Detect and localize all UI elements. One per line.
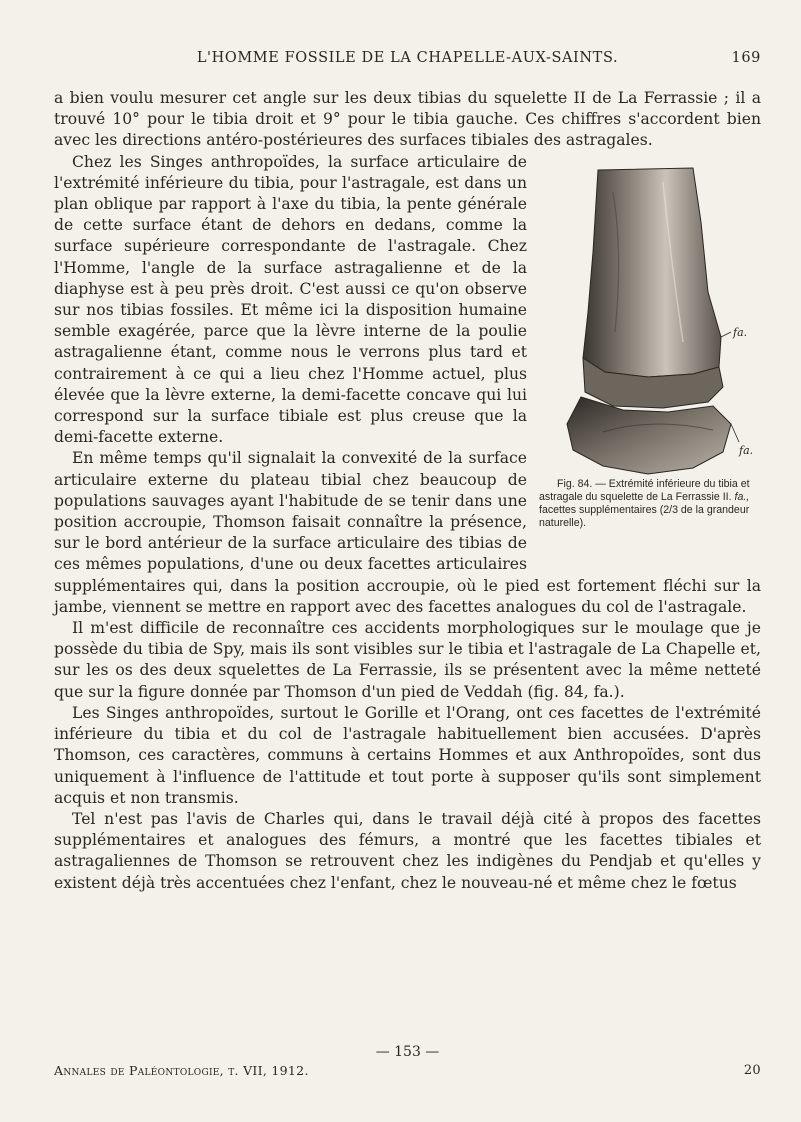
caption-abbrev: fa., [734, 490, 750, 503]
paragraph: Tel n'est pas l'avis de Charles qui, dans le travail déjà cité à propos des facettes supplémentaires et analogues des fémurs, a montré que les facettes tibiales et astragaliennes de Thomson se retrouvent chez les indigènes du Pendjab et qu'elles y existent déjà très accentuées chez l'enfant, chez le nouveau-né et même chez le fœtus [54, 809, 761, 892]
footer [54, 1063, 761, 1078]
page [54, 0, 761, 1122]
paragraph: a bien voulu mesurer cet angle sur les deux tibias du squelette II de La Ferrassie ; il a trouvé 10° pour le tibia droit et 9° pour le tibia gauche. Ces chiffres s'accordent bien avec les directions antéro-postérieures des surfaces tibiales des astragales. [54, 89, 761, 150]
paragraph-text: Chez les Singes anthropoïdes, la surface articulaire de l'extrémité inférieure du tibia, pour l'astragale, est dans un plan oblique par rapport à l'axe du tibia, la pente générale de cette surface étant de dehors en dedans, comme la surface supérieure correspondante de l'astragale. Chez l'Homme, l'angle de la surface astragalienne et de la diaphyse est à peu près droit. C'est aussi ce qu'on observe sur nos tibias fossiles. Et même ici la disposition humaine semble exagérée, parce que la lèvre interne de la poulie astragalienne étant, comme nous le verrons plus tard et contrairement à ce qui a lieu chez l'Homme actuel, plus élevée que la lèvre externe, la demi-facette concave qui lui correspond sur la surface tibiale est plus creuse que la demi-facette externe. [54, 152, 527, 447]
caption-suffix: facettes supplémentaires (2/3 de la grandeur naturelle). [539, 503, 750, 529]
tibia-astragalus-illustration [543, 162, 753, 484]
paragraph [54, 152, 761, 529]
running-title: L'HOMME FOSSILE DE LA CHAPELLE-AUX-SAINTS. [196, 50, 619, 66]
folio-marker: — 153 — [375, 1044, 440, 1060]
figure-caption [539, 478, 761, 530]
paragraph: Les Singes anthropoïdes, surtout le Gorille et l'Orang, ont ces facettes de l'extrémité inférieure du tibia et du col de l'astragale habituellement bien accusées. D'après Thomson, ces caractères, communs à certains Hommes et aux Anthropoïdes, sont dus uniquement à l'influence de l'attitude et tout porte à supposer qu'ils sont simplement acquis et non transmis. [54, 703, 761, 807]
signature-mark: 20 [743, 1063, 761, 1078]
paragraph: En même temps qu'il signalait la convexité de la surface articulaire externe du plateau tibial chez beaucoup de populations sauvages ayant l'habitude de se tenir dans une position accroupie, Thomson faisait connaître la présence, sur le bord antérieur de la surface articulaire des tibias de ces mêmes populations, d'une ou deux facettes articulaires supplémentaires qui, dans la position accroupie, où le pied est fortement fléchi sur la jambe, viennent se mettre en rapport avec des facettes analogues du col de l'astragale. [54, 449, 761, 616]
paragraph: Il m'est difficile de reconnaître ces accidents morphologiques sur le moulage que je possède du tibia de Spy, mais ils sont visibles sur le tibia et l'astragale de La Chapelle et, sur les os des deux squelettes de La Ferrassie, ils se présentent avec la même netteté que sur la figure donnée par Thomson d'un pied de Veddah (fig. 84, fa.). [54, 619, 761, 701]
facet-label-lower: fa. [739, 443, 753, 457]
caption-prefix: Fig. 84. — Extrémité inférieure du tibia et astragale du squelette de La Ferrassie II. [539, 477, 750, 503]
body-text [54, 88, 761, 894]
figure-84 [539, 160, 761, 555]
page-number: 169 [731, 50, 761, 66]
journal-citation: Annales de Paléontologie, t. VII, 1912. [54, 1063, 309, 1078]
facet-label-upper: fa. [733, 325, 748, 339]
